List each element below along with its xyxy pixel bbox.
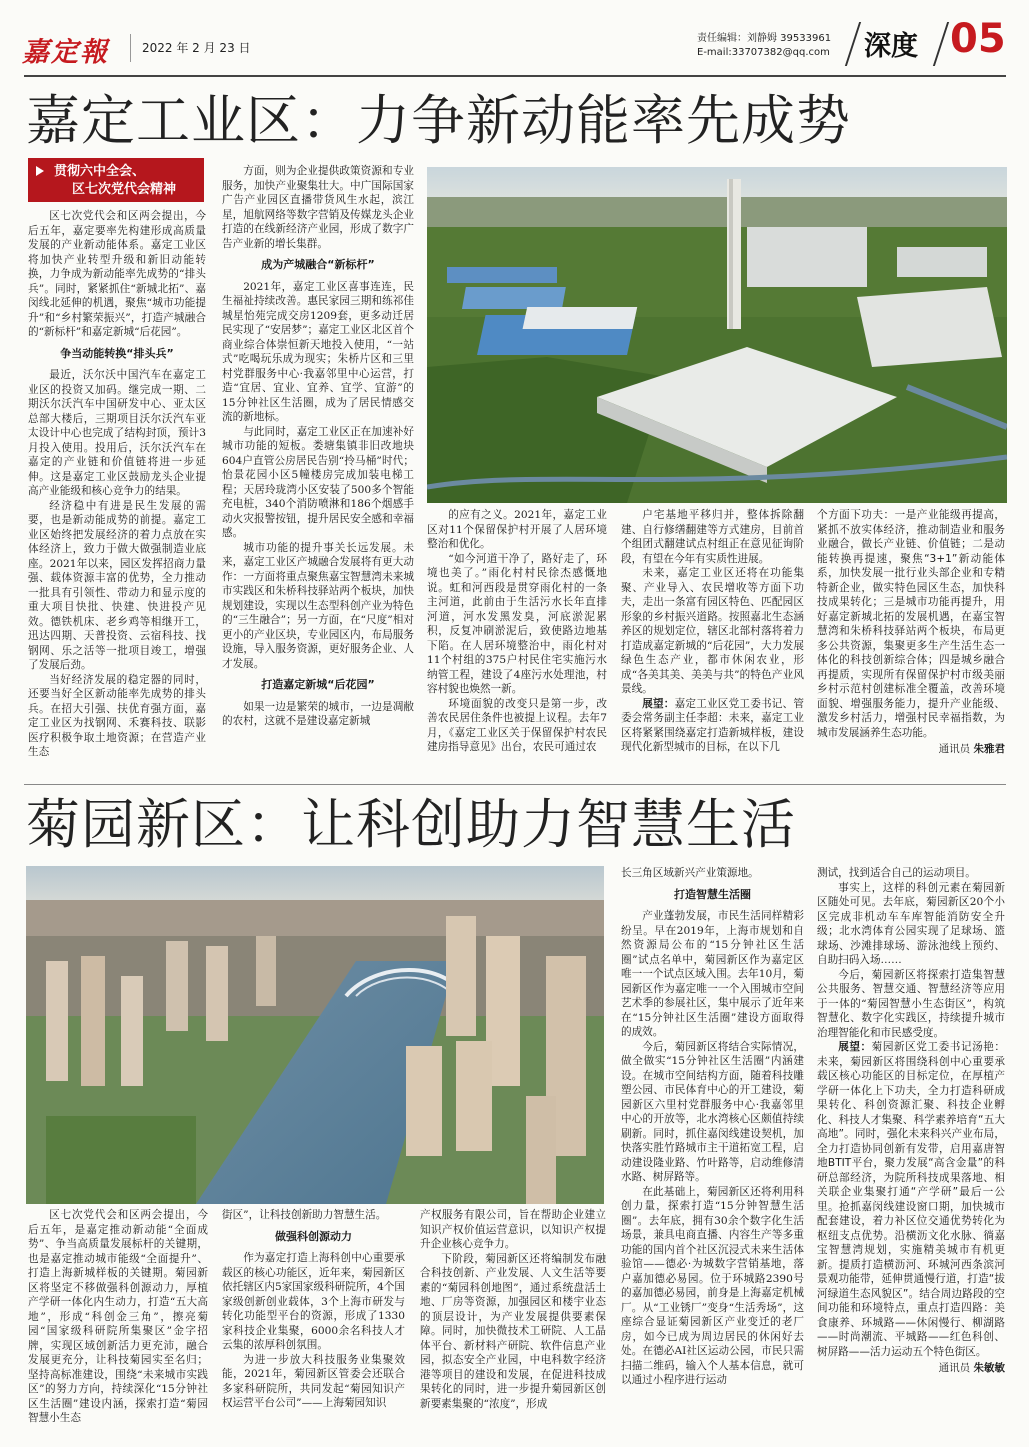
- paragraph: 今后，菊园新区将结合实际情况，做全做实“15分钟社区生活圈”内涵建设。在城市空间结构方面，随着科技雕塑公园、市民体育中心的开工建设，菊园新区六里村党群服务中心·我嘉邻里中心的开放等，北水湾核心区颇值持续刷新。同时，抓住嘉闵线建设契机，加快落实胜竹路城市主干道拓宽工程，启动建设隆业路、竹叶路等，启动维修清水路、树屏路等。: [621, 1040, 804, 1183]
- subheading: 打造智慧生活圈: [674, 887, 751, 901]
- article1-column-1: [28, 209, 206, 776]
- article2-column-4: [621, 866, 804, 1434]
- residential-river-aerial-photo-icon: [26, 866, 604, 1204]
- article2-headline: 菊园新区：让科创助力智慧生活: [26, 793, 796, 856]
- paragraph: 产权服务有限公司，旨在帮助企业建立知识产权价值运营意识，以知识产权提升企业核心竞争力。: [420, 1209, 606, 1250]
- article1-headline: 嘉定工业区：力争新动能率先成势: [26, 89, 851, 152]
- paragraph: 2021年，嘉定工业区喜事连连，民生福祉持续改善。惠民家园三期和练祁佳城星怡苑完成交房1209套，更多动迁居民实现了“安居梦”；嘉定工业区北区首个商业综合体崇恒新天地投入使用，“一站式”吃喝玩乐成为现实；朱桥片区和三里村党群服务中心·我嘉邻里中心运营，打造“宜居、宜业、宜养、宜学、宜游”的15分钟社区生活圈，成为了居民情感交流的新地标。: [222, 280, 414, 423]
- tag-line-2: 区七次党代会精神: [72, 182, 177, 197]
- article2-column-5: [817, 866, 1005, 1438]
- article2-photo: [26, 866, 604, 1204]
- editor-line: 责任编辑：刘静姆 39533961: [697, 33, 832, 44]
- paragraph: 为进一步放大科技服务业集聚效能，2021年，菊园新区管委会还联合多家科研院所，共同发起“菊园知识产权运营平台公司”——上海菊园知识: [222, 1353, 405, 1409]
- paragraph: 的应有之义。2021年，嘉定工业区对11个保留保护村开展了人居环境整治和优化。: [427, 509, 607, 550]
- outlook-text: 菊园新区党工委书记汤艳：未来，菊园新区将围绕科创中心重要承载区核心功能区的目标定位，在厚植产学研一体化上下功夫，全力打造科研成果转化、科创资源汇聚、科技企业孵化、科技人才集聚、科学素养培育“五大高地”。同时，强化未来科兴产业布局，全力打造协同创新有发带，启用嘉唐智地BTIT平台，聚力发展“高含金量”的科研总部经济，为院所科技成果落地、相关联企业集聚打通“产学研”最后一公里。抢抓嘉闵线建设窗口期，加快城市配套建设，着力补区位交通优势转化为枢纽支点优势。沿横沥文化水脉、徜嘉宝智慧湾规划，实施精美城市有机更新。提质打造横沥河、环城河西条滨河景观功能带，延伸贯通慢行道，打造“拔河绿道生态风貌区”。结合周边路段的空间功能和环境特点，重点打造四路：美食康养、环城路——休闲慢行、柳湖路——时尚潮流、平城路——红色科创、树屏路——活力运动五个特色街区。: [817, 1041, 1005, 1358]
- subheading: 做强科创源动力: [275, 1229, 352, 1243]
- article1-byline: [817, 742, 1005, 757]
- industrial-park-aerial-photo-icon: [427, 167, 1007, 503]
- subheading: 打造嘉定新城“后花园”: [261, 678, 375, 691]
- paragraph: 方面，则为企业提供政策资源和专业服务，加快产业聚集壮大。中广国际国家广告产业园区直播带货风生水起，滨江星，旭航网络等数字营销及传媒龙头企业打造的在线新经济产业园，形成了数字广告产业新的增长集群。: [222, 165, 414, 250]
- tag-triangle-icon: [36, 166, 44, 176]
- tag-line-1: 贯彻六中全会、: [54, 164, 146, 179]
- paragraph: 经济稳中有进是民生发展的需要，也是新动能成势的前提。嘉定工业区始终把发展经济的着力点放在实体经济上，致力于做大做强制造业底座。2021年以来，园区发挥招商力量强、载体资源丰富的优势，全力推动一批具有引领性、带动力和显示度的重大项目快批、快建、快进投产见效。德铁机床、老乡鸡等相继开工，迅达四期、天普投资、云宿科技、找钢网、乐之活等一批项目竣工，增强了发展后劲。: [28, 499, 206, 671]
- paragraph: 事实上，这样的科创元素在菊园新区随处可见。去年底，菊园新区20个小区完成非机动车车库智能消防安全升级；北水湾体育公园实现了足球场、篮球场、沙滩排球场、游泳池线上预约、自助扫码入场……: [817, 881, 1005, 966]
- paragraph: 城市功能的提升事关长远发展。未来，嘉定工业区产城融合发展将有更大动作：一方面将重点聚焦嘉宝智慧湾未来城市实践区和朱桥科技驿站两个板块，加快规划建设，实现以生态型科创产业为特色的“三生融合”；另一方面，在“尺度”相对更小的产业区块，专业园区内，布局服务设施，导入服务资源，更好服务企业、人才发展。: [222, 541, 414, 670]
- outlook-label: 展望：: [642, 697, 675, 710]
- newspaper-logo: 嘉定報: [22, 37, 109, 68]
- byline-name: 朱敏敏: [973, 1362, 1005, 1374]
- paragraph: 产业蓬勃发展，市民生活同样精彩纷呈。早在2019年，上海市规划和自然资源局公布的“15分钟社区生活圈”试点名单中，菊园新区作为嘉定区唯一一个试点区域入围。去年10月，菊园新区作为嘉定唯一一个入围城市空间艺术季的参展社区，集中展示了近年来在“15分钟社区生活圈”建设方面取得的成效。: [621, 910, 804, 1038]
- paragraph: 长三角区域新兴产业策源地。: [621, 867, 759, 879]
- byline-prefix: 通讯员: [938, 743, 974, 755]
- outlook-paragraph: [621, 697, 804, 755]
- issue-date: 2022 年 2 月 23 日: [142, 41, 251, 55]
- paragraph: 当好经济发展的稳定器的同时，还要当好全区新动能率先成势的排头兵。在招大引强、扶优育强方面，嘉定工业区为找钢网、禾赛科技、联影医疗积极争取土地资源；在营造产业生态: [28, 673, 206, 758]
- paragraph: 户宅基地平移归并，整体拆除翻建、自行修缮翻建等方式建房，目前首个组团式翻建试点村组正在意见征询阶段，有望在今年有实质性进展。: [621, 509, 804, 565]
- article1-column-2: [222, 164, 414, 776]
- byline-name: 朱雅君: [973, 743, 1005, 755]
- section-slash: [845, 22, 861, 66]
- article2-column-3: [420, 1208, 606, 1436]
- article1-column-3: [427, 508, 607, 776]
- theme-tag: [28, 158, 204, 202]
- subheading: 争当动能转换“排头兵”: [60, 346, 174, 360]
- paragraph: 今后，菊园新区将探索打造集智慧公共服务、智慧交通、智慧经济等应用于一体的“菊园智慧小生态街区”，构筑智慧化、数字化实践区，持续提升城市治理智能化和市民感受度。: [817, 968, 1005, 1039]
- paragraph: 环境面貌的改变只是第一步，改善农民居住条件也被提上议程。去年7月，《嘉定工业区关于保留保护村农民建房指导意见》出台，农民可通过农: [427, 697, 607, 753]
- paragraph: 区七次党代会和区两会提出，今后五年，是嘉定推动新动能“全面成势”、争当高质量发展标杆的关键期，也是嘉定推动城市能级“全面提升”、打造上海新城样板的关键期。菊园新区将坚定不移做强科创源动力，厚植产学研一体化内生动力，打造“五大高地”，形成“科创金三角”，擦亮菊园“国家级科研院所集聚区”金字招牌，实现区域创新活力更充沛，融合发展更充分，让科技菊园实至名归；坚持高标准建设，围绕“未来城市实践区”的努力方向，持续深化“15分钟社区生活圈”建设内涵，探索打造“菊园智慧小生态: [28, 1209, 208, 1424]
- paragraph: 测试，找到适合自己的运动项目。: [817, 867, 976, 879]
- article2-byline: [817, 1361, 1005, 1376]
- outlook-label: 展望：: [838, 1041, 872, 1053]
- paragraph: 如果一边是繁荣的城市，一边是凋敝的农村，这就不是建设嘉定新城: [222, 700, 414, 727]
- paragraph: “如今河道干净了，路好走了，环境也美了。”雨化村村民徐杰感慨地说。虹和河西段是贯穿雨化村的一条主河道，此前由于生活污水长年直排河道，河水发黑发臭，河底淤泥累积，反复冲刷淤泥后，致使路边地基下陷。在人居环境整治中，雨化村对11个村组的375户村民住宅实施污水纳管工程，建设了4座污水处理池，村容村貌也焕然一新。: [427, 552, 607, 695]
- article1-photo: [427, 167, 1007, 503]
- masthead-divider: [130, 34, 131, 62]
- article2-column-2: [222, 1208, 405, 1436]
- email-line: E-mail:33707382@qq.com: [697, 47, 830, 58]
- paragraph: 未来，嘉定工业区还将在功能集聚、产业导入、农民增收等方面下功夫，走出一条富有园区特色、匹配园区形象的乡村振兴道路。按照嘉北生态涵养区的规划定位，辖区北部村落将着力打造成嘉定新城的“后花园”，大力发展绿色生态产业，都市休闲农业，形成“各美其美、美美与共”的特色产业风景线。: [621, 567, 804, 695]
- article1-column-4: [621, 508, 804, 776]
- masthead-rule: [24, 75, 1006, 77]
- article1-column-5: [817, 508, 1005, 776]
- outlook-continued: 个方面下功夫：一是产业能级再提高，紧抓不放实体经济，推动制造业和服务业融合，做长产业链、价值链；二是动能转换再提速，聚焦“3+1”新动能体系，加快发展一批行业头部企业和专精特新企业，做实特色园区生态，加快科技成果转化；三是城市功能再提升，用好嘉定新城北拓的发展机遇，在嘉宝智慧湾和朱桥科技驿站两个板块，布局更多公共资源，集聚更多生产生活生态一体化的科技创新综合体；四是城乡融合再提质，实现所有保留保护村市级美丽乡村示范村创建标准全覆盖，改善环境面貌、增强服务能力，提升产业能级、激发乡村活力，增强村民幸福指数，为城市发展涵养生态功能。: [817, 509, 1005, 739]
- paragraph: 下阶段，菊园新区还将编制发布融合科技创新、产业发展、人文生活等要素的“菊园科创地图”，通过系统盘活土地、厂房等资源，加强园区和楼宇业态的顶层设计，为产业发展提供要素保障。同时，加快微技术工研院、人工晶体平台、新材料产研院、软件信息产业园，拟态安全产业园，中电科数字经济港等项目的建设和发展，在促进科技成果转化的同时，进一步提升菊园新区创新要素集聚的“浓度”，形成: [420, 1252, 606, 1410]
- subheading: 成为产城融合“新标杆”: [261, 258, 375, 271]
- article2-column-1: [28, 1208, 208, 1436]
- page-number: 05: [950, 16, 1006, 62]
- paragraph: 街区”，让科技创新助力智慧生活。: [222, 1209, 387, 1221]
- editor-info: [697, 32, 831, 60]
- paragraph: 与此同时，嘉定工业区正在加速补好城市功能的短板。娄塘集镇非旧改地块604户直管公房居民告别“拎马桶”时代；怡景花园小区5幢楼房完成加装电梯工程；天居玲珑湾小区安装了500多个智能充电桩，340个消防喷淋和186个烟感手动火灾报警按钮，提升居民安全感和幸福感。: [222, 425, 414, 539]
- section-slash-2: [933, 22, 949, 66]
- outlook-paragraph: [817, 1040, 1005, 1359]
- section-label: 深度: [864, 31, 918, 62]
- paragraph: 区七次党代会和区两会提出，今后五年，嘉定要率先构建形成高质量发展的产业新动能体系。嘉定工业区将加快产业转型升级和新旧动能转换，力争成为新动能率先成势的“排头兵”。同时，紧紧抓住“新城北拓”、嘉闵线北延伸的机遇，聚焦“城市功能提升”和“乡村繁荣振兴”，打造产城融合的“新标杆”和嘉定新城“后花园”。: [28, 210, 206, 338]
- paragraph: 在此基础上，菊园新区还将利用科创力量，探索打造“15分钟智慧生活圈”。去年底，拥有30余个数字化生活场景，兼具电商直播、内容生产等多重功能的国内首个社区沉浸式未来生活体验馆——德必·为城数字营销基地，落户嘉加德必易园。位于环城路2390号的嘉加德必易园，前身是上海嘉定机械厂。从“工业锈厂”变身“生活秀场”，这座综合显证菊园新区产业变迁的老厂房，如今已成为周边居民的休闲好去处。在德必AI社区运动公园，市民只需扫描二维码，输入个人基本信息，就可以通过小程序进行运动: [621, 1185, 804, 1386]
- paragraph: 作为嘉定打造上海科创中心重要承载区的核心功能区，近年来，菊园新区依托辖区内5家国家级科研院所，4个国家级创新创业载体，3个上海市研发与转化功能型平台的资源，形成了1330家科技企业集聚，6000余名科技人才云集的浓厚科创氛围。: [222, 1252, 405, 1351]
- outlook-text: 嘉定工业区党工委书记、管委会常务副主任李超：未来，嘉定工业区将紧紧围绕嘉定打造新城样板，建设现代化新型城市的目标，在以下几: [621, 697, 804, 753]
- paragraph: 最近，沃尔沃中国汽车在嘉定工业区的投资又加码。继完成一期、二期沃尔沃汽车中国研发中心、亚太区总部大楼后，三期项目沃尔沃汽车亚太设计中心也完成了结构封顶，预计3月投入使用。投用后，沃尔沃汽车在嘉定的产业链和价值链将进一步延伸。这是嘉定工业区鼓励龙头企业提高产业能级和核心竞争力的结果。: [28, 369, 206, 497]
- article-divider: [24, 784, 1006, 785]
- byline-prefix: 通讯员: [938, 1362, 974, 1374]
